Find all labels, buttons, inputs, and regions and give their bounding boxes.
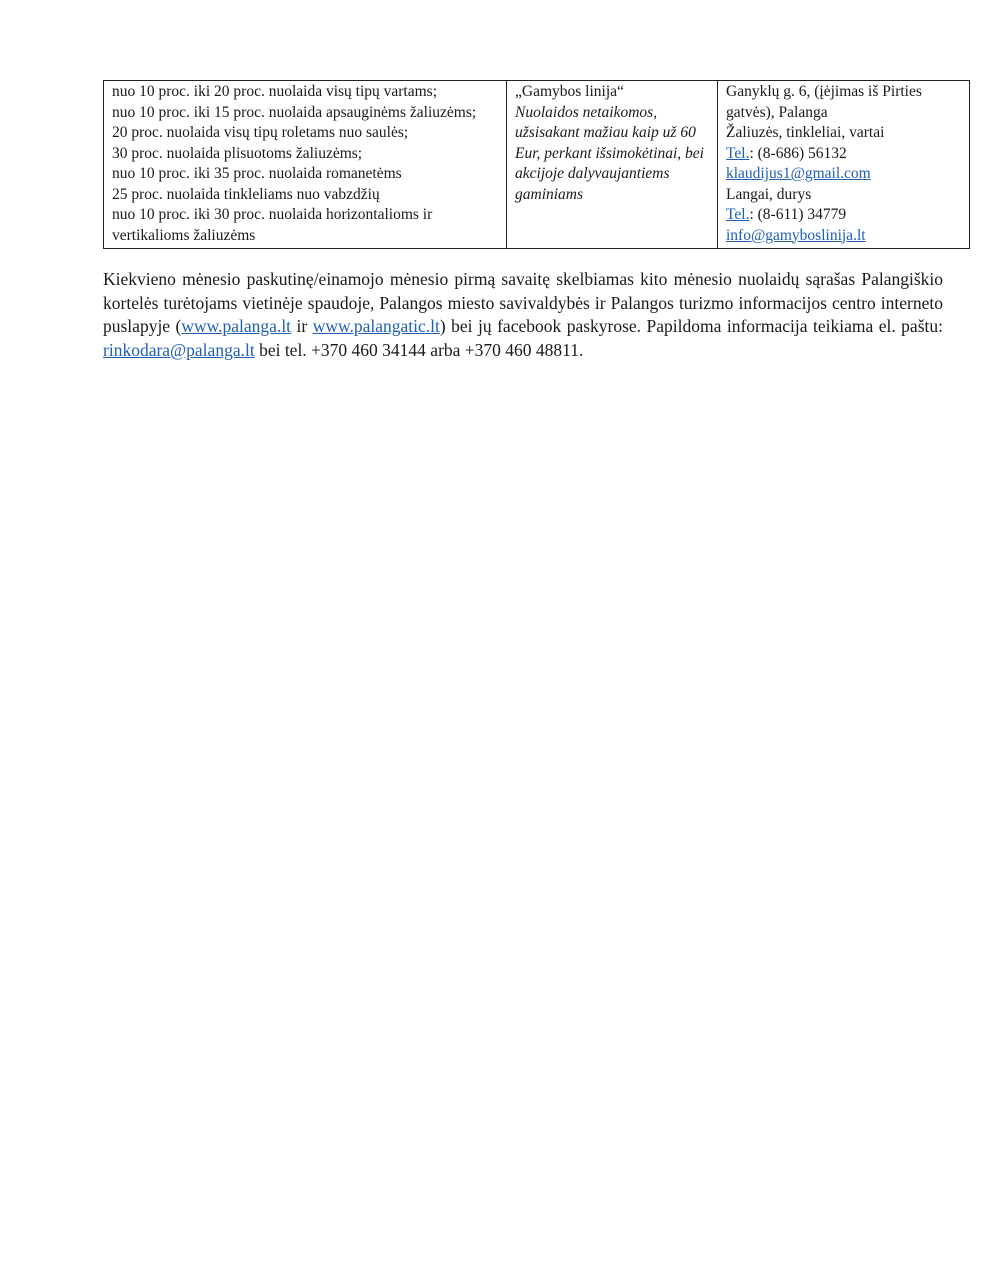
discount-item: nuo 10 proc. iki 15 proc. nuolaida apsauginėms žaliuzėms; bbox=[112, 103, 477, 121]
discount-item: 25 proc. nuolaida tinkleliams nuo vabzdžių bbox=[112, 185, 380, 203]
palangatic-website-link[interactable]: www.palangatic.lt bbox=[312, 316, 440, 336]
email-line bbox=[726, 164, 961, 185]
contacts-cell bbox=[718, 81, 970, 249]
product-category: Langai, durys bbox=[726, 185, 812, 203]
palanga-website-link[interactable]: www.palanga.lt bbox=[181, 316, 292, 336]
discount-item: nuo 10 proc. iki 35 proc. nuolaida romanetėms bbox=[112, 165, 402, 182]
discount-item: 30 proc. nuolaida plisuotoms žaliuzėms; bbox=[112, 144, 363, 162]
discount-item: nuo 10 proc. iki 30 proc. nuolaida horizontalioms ir vertikalioms žaliuzėms bbox=[112, 206, 433, 244]
phone-number: : (8-686) 56132 bbox=[749, 144, 847, 162]
phone-number: : (8-611) 34779 bbox=[749, 206, 847, 223]
footer-text: ) bei jų facebook paskyrose. Papildoma informacija teikiama el. paštu: bbox=[439, 316, 943, 336]
tel-link[interactable]: Tel. bbox=[726, 206, 750, 223]
discount-table bbox=[103, 80, 970, 249]
tel-link[interactable]: Tel. bbox=[726, 144, 750, 162]
email-link[interactable]: info@gamyboslinija.lt bbox=[726, 226, 866, 244]
discount-item: nuo 10 proc. iki 20 proc. nuolaida visų tipų vartams; bbox=[112, 83, 438, 100]
marketing-email-link[interactable]: rinkodara@palanga.lt bbox=[103, 339, 255, 360]
company-name: „Gamybos linija“ bbox=[515, 83, 624, 100]
phone-line bbox=[726, 144, 961, 165]
footer-text: Kiekvieno mėnesio paskutinę/einamojo mėnesio pirmą savaitę skelbiamas kito mėnesio nuolaidų sąrašas Palangiškio kortelės turėtojams vietinėje spaudoje, Palangos miesto savivaldybės ir Palangos turizmo informacijos centro interneto puslapyje ( bbox=[103, 269, 943, 336]
product-category: Žaliuzės, tinkleliai, vartai bbox=[726, 124, 885, 141]
company-cell bbox=[507, 81, 718, 249]
email-line bbox=[726, 226, 961, 247]
email-link[interactable]: klaudijus1@gmail.com bbox=[726, 165, 871, 182]
footer-paragraph bbox=[103, 268, 943, 362]
company-address: Ganyklų g. 6, (įėjimas iš Pirties gatvės), Palanga bbox=[726, 83, 922, 121]
table-row bbox=[104, 81, 970, 249]
discount-conditions: Nuolaidos netaikomos, užsisakant mažiau kaip už 60 Eur, perkant išsimokėtinai, bei akcijoje dalyvaujantiems gaminiams bbox=[515, 103, 704, 203]
discount-item: 20 proc. nuolaida visų tipų roletams nuo saulės; bbox=[112, 124, 409, 141]
footer-text: ir bbox=[291, 316, 313, 336]
phone-line bbox=[726, 205, 961, 226]
footer-text: bei tel. +370 460 34144 arba +370 460 48811. bbox=[254, 339, 584, 360]
discount-list-cell bbox=[104, 81, 507, 249]
